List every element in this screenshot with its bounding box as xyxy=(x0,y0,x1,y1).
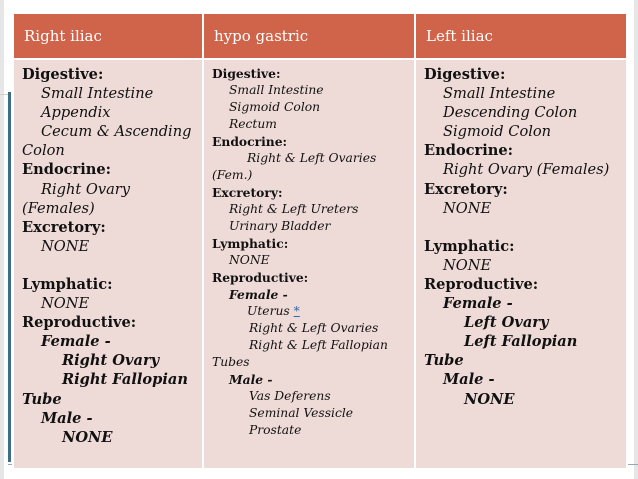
section-label: Digestive: xyxy=(424,66,506,83)
list-item: Appendix xyxy=(41,104,111,122)
sub-label: Female - xyxy=(229,287,288,302)
sub-label: Male - xyxy=(443,371,495,389)
spacer xyxy=(22,256,196,275)
list-item: NONE xyxy=(41,237,90,255)
header-hypo-gastric: hypo gastric xyxy=(203,13,415,59)
slide-frame-right xyxy=(634,0,638,479)
accent-side-bar xyxy=(8,92,11,462)
section-label: Lymphatic: xyxy=(212,236,289,251)
list-item: Right Ovary (Females) xyxy=(443,161,610,179)
list-item: Prostate xyxy=(249,423,302,437)
cell-hypo-gastric xyxy=(203,59,415,469)
section-label: Endocrine: xyxy=(212,134,288,149)
sub-label: Female - xyxy=(443,295,513,313)
list-item: Descending Colon xyxy=(443,104,578,122)
section-label: Reproductive: xyxy=(212,270,309,285)
list-item: Right & Left Fallopian xyxy=(249,338,388,352)
list-item: NONE xyxy=(443,256,492,274)
list-item: Small Intestine xyxy=(229,83,324,97)
list-item: Right Fallopian xyxy=(62,371,188,389)
cell-left-iliac xyxy=(415,59,627,469)
section-label: Endocrine: xyxy=(424,142,514,160)
list-item-uterus xyxy=(212,303,408,320)
header-row xyxy=(13,13,627,59)
slide-frame-left xyxy=(0,0,4,479)
list-item: NONE xyxy=(443,199,492,217)
body-row xyxy=(13,59,627,469)
section-label: Digestive: xyxy=(212,66,281,81)
list-item-wrap: Tube xyxy=(22,390,62,408)
list-item: Vas Deferens xyxy=(249,389,331,403)
cell-right-iliac xyxy=(13,59,203,469)
list-item: Cecum & Ascending xyxy=(41,123,192,141)
uterus-label: Uterus xyxy=(247,304,290,318)
header-left-iliac: Left iliac xyxy=(415,13,627,59)
list-item: NONE xyxy=(229,253,270,267)
list-item-wrap: (Fem.) xyxy=(212,168,253,182)
list-item-wrap: (Females) xyxy=(22,199,95,217)
section-label: Endocrine: xyxy=(22,161,112,179)
uterus-footnote-link[interactable]: * xyxy=(293,304,300,318)
section-label: Lymphatic: xyxy=(424,237,515,255)
list-item: Urinary Bladder xyxy=(229,219,331,233)
sub-label: Male - xyxy=(41,409,93,427)
list-item-wrap: Tubes xyxy=(212,355,250,369)
section-label: Excretory: xyxy=(212,185,283,200)
list-item: Right & Left Ovaries xyxy=(249,321,379,335)
list-item-wrap: Colon xyxy=(22,142,65,160)
section-label: Reproductive: xyxy=(22,314,137,332)
list-item: NONE xyxy=(41,295,90,313)
section-label: Excretory: xyxy=(424,180,508,198)
list-item: Sigmoid Colon xyxy=(443,123,552,141)
list-item-wrap: Tube xyxy=(424,352,464,370)
spacer xyxy=(424,218,620,237)
list-item: Left Fallopian xyxy=(464,333,578,351)
list-item: NONE xyxy=(62,428,113,446)
section-label: Digestive: xyxy=(22,66,104,83)
header-right-iliac: Right iliac xyxy=(13,13,203,59)
list-item: Small Intestine xyxy=(443,85,556,103)
list-item: NONE xyxy=(464,390,515,408)
list-item: Rectum xyxy=(229,117,277,131)
list-item: Sigmoid Colon xyxy=(229,100,321,114)
list-item: Left Ovary xyxy=(464,314,549,332)
sub-label: Female - xyxy=(41,333,111,351)
abdominal-regions-table xyxy=(12,12,628,470)
list-item: Right & Left Ureters xyxy=(229,202,359,216)
sub-label: Male - xyxy=(229,372,273,387)
list-item: Right & Left Ovaries xyxy=(247,151,377,165)
list-item: Right Ovary xyxy=(62,352,160,370)
list-item: Small Intestine xyxy=(41,85,154,103)
list-item: Right Ovary xyxy=(41,180,131,198)
section-label: Lymphatic: xyxy=(22,275,113,293)
section-label: Excretory: xyxy=(22,218,106,236)
list-item: Seminal Vessicle xyxy=(249,406,354,420)
section-label: Reproductive: xyxy=(424,275,539,293)
